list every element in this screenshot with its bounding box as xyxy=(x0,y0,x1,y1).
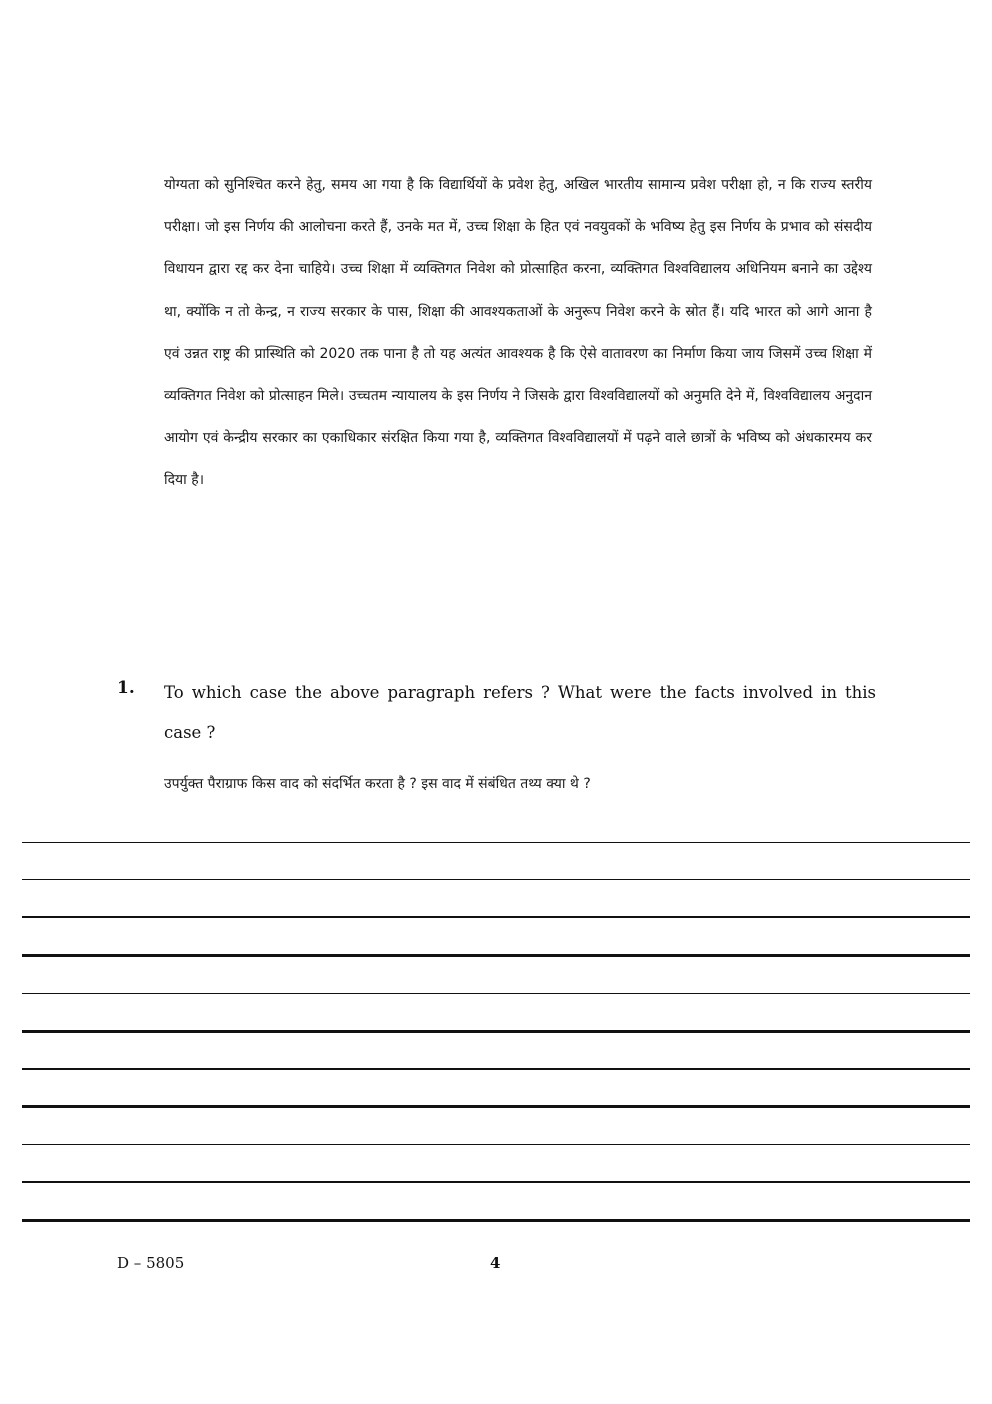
passage-paragraph: योग्यता को सुनिश्चित करने हेतु, समय आ गया है कि विद्यार्थियों के प्रवेश हेतु, अखिल भारतीय सामान्य प्रवेश परीक्षा हो, न कि राज्य स्तरीय परीक्षा। जो इस निर्णय की आलोचना करते हैं, उनके मत में, उच्च शिक्षा के हित एवं नवयुवकों के भविष्य हेतु इस निर्णय के प्रभाव को संसदीय विधायन द्वारा रद्द कर देना चाहिये। उच्च शिक्षा में व्यक्तिगत निवेश को प्रोत्साहित करना, व्यक्तिगत विश्वविद्यालय अधिनियम बनाने का उद्देश्य था, क्योंकि न तो केन्द्र, न राज्य सरकार के पास, शिक्षा की आवश्यकताओं के अनुरूप निवेश करने के स्रोत हैं। यदि भारत को आगे आना है एवं उन्नत राष्ट्र की प्रास्थिति को 2020 तक पाना है तो यह अत्यंत आवश्यक है कि ऐसे वातावरण का निर्माण किया जाय जिसमें उच्च शिक्षा में व्यक्तिगत निवेश को प्रोत्साहन मिले। उच्चतम न्यायालय के इस निर्णय ने जिसके द्वारा विश्वविद्यालयों को अनुमति देने में, विश्वविद्यालय अनुदान आयोग एवं केन्द्रीय सरकार का एकाधिकार संरक्षित किया गया है, व्यक्तिगत विश्वविद्यालयों में पढ़ने वाले छात्रों के भविष्य को अंधकारमय कर दिया है। xyxy=(164,177,872,489)
footer-paper-code: D – 5805 xyxy=(117,1254,185,1272)
answer-line xyxy=(22,1181,970,1183)
footer-page-number: 4 xyxy=(490,1254,501,1272)
question-number: 1. xyxy=(117,678,135,698)
answer-line xyxy=(22,1068,970,1070)
answer-line xyxy=(22,1219,970,1222)
answer-line xyxy=(22,1030,970,1033)
answer-line xyxy=(22,1144,970,1145)
answer-line xyxy=(22,916,970,918)
question-text-english: To which case the above paragraph refers ? What were the facts involved in this case ? xyxy=(164,683,876,742)
question-text-hindi: उपर्युक्त पैराग्राफ किस वाद को संदर्भित करता है ? इस वाद में संबंधित तथ्य क्या थे ? xyxy=(164,776,591,792)
answer-line xyxy=(22,993,970,994)
answer-line xyxy=(22,879,970,880)
answer-line xyxy=(22,842,970,843)
answer-line xyxy=(22,1105,970,1108)
answer-line xyxy=(22,954,970,957)
